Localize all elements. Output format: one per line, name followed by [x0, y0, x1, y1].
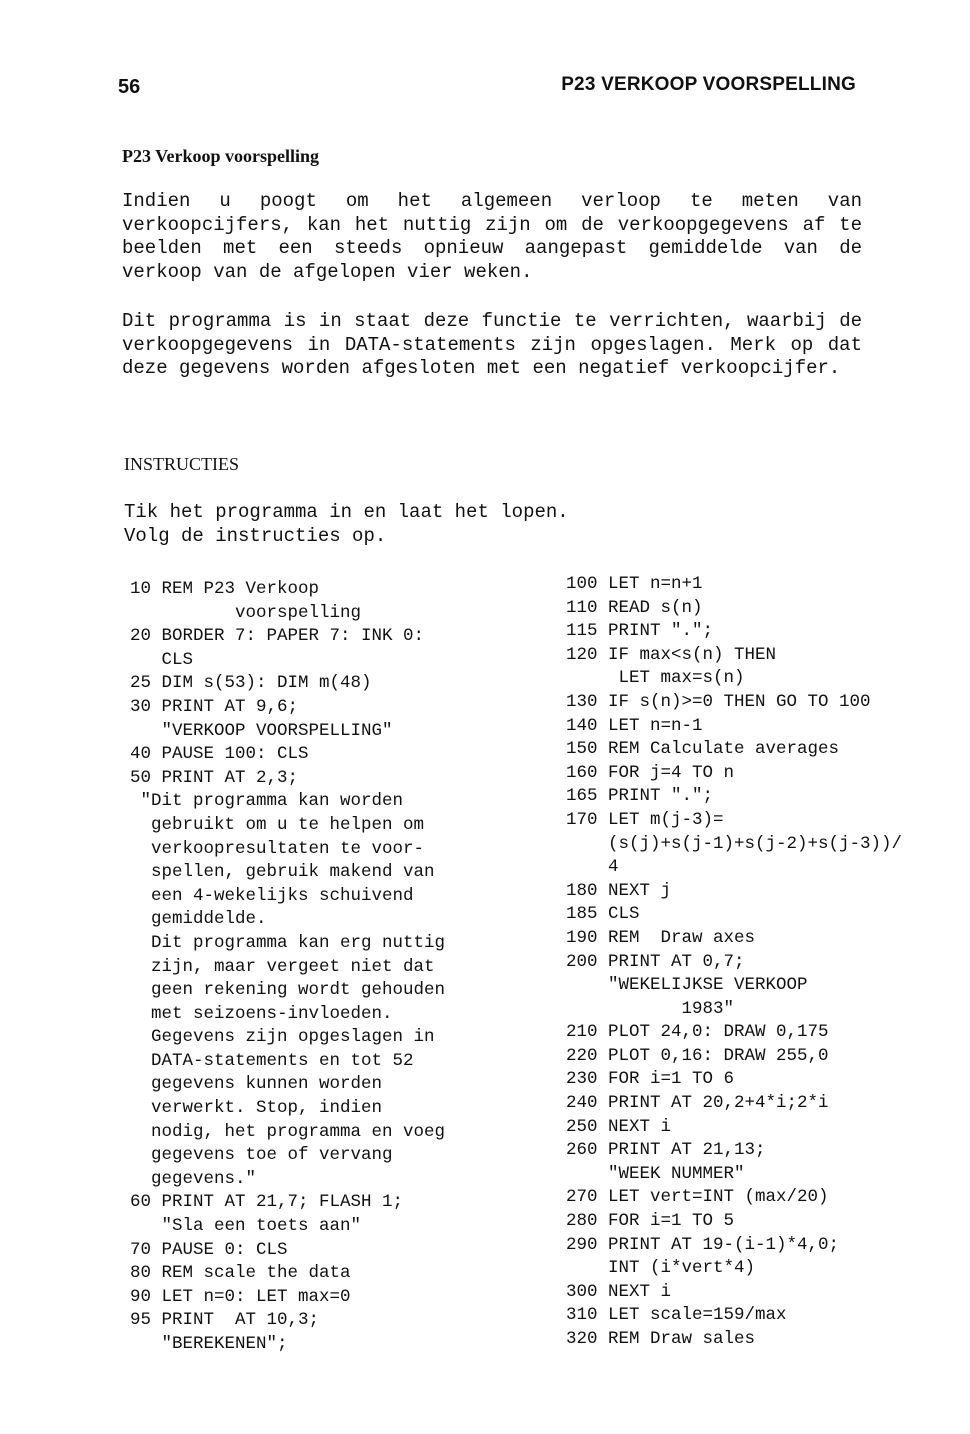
- code-line: "WEKELIJKSE VERKOOP: [566, 975, 808, 996]
- code-line: "BEREKENEN";: [130, 1334, 288, 1354]
- code-line: (s(j)+s(j-1)+s(j-2)+s(j-3))/: [566, 833, 903, 854]
- code-line: 310 LET scale=159/max: [566, 1305, 787, 1326]
- section-title: P23 Verkoop voorspelling: [122, 146, 320, 166]
- code-line: gegevens toe of vervang: [130, 1145, 393, 1166]
- code-line: 120 IF max<s(n) THEN: [566, 644, 777, 665]
- code-line: 130 IF s(n)>=0 THEN GO TO 100: [566, 691, 871, 712]
- code-line: INT (i*vert*4): [566, 1258, 756, 1279]
- code-line: 210 PLOT 24,0: DRAW 0,175: [566, 1022, 829, 1043]
- code-line: 150 REM Calculate averages: [566, 739, 840, 760]
- code-line: Dit programma kan erg nuttig: [130, 932, 446, 953]
- running-head: P23 VERKOOP VOORSPELLING: [561, 74, 856, 95]
- code-line: 60 PRINT AT 21,7; FLASH 1;: [130, 1192, 404, 1213]
- code-line: 40 PAUSE 100: CLS: [130, 744, 309, 765]
- code-line: verkoopresultaten te voor-: [130, 838, 425, 859]
- code-line: 10 REM P23 Verkoop: [130, 579, 320, 599]
- code-line: 230 FOR i=1 TO 6: [566, 1069, 735, 1090]
- code-line: 170 LET m(j-3)=: [566, 809, 724, 830]
- code-line: zijn, maar vergeet niet dat: [130, 956, 435, 977]
- instruction-line: Tik het programma in en laat het lopen.: [124, 501, 569, 523]
- code-line: 300 NEXT i: [566, 1281, 672, 1302]
- code-line: LET max=s(n): [566, 668, 745, 689]
- code-line: 290 PRINT AT 19-(i-1)*4,0;: [566, 1234, 840, 1255]
- code-line: 115 PRINT ".";: [566, 621, 714, 642]
- code-line: 140 LET n=n-1: [566, 715, 703, 736]
- code-line: 280 FOR i=1 TO 5: [566, 1211, 735, 1232]
- program-listing-left: [130, 578, 530, 1357]
- instructions-heading: INSTRUCTIES: [124, 454, 240, 474]
- code-line: "Dit programma kan worden: [130, 791, 404, 812]
- code-line: "Sla een toets aan": [130, 1216, 362, 1237]
- code-line: 30 PRINT AT 9,6;: [130, 696, 299, 717]
- code-line: nodig, het programma en voeg: [130, 1121, 446, 1142]
- instruction-line: Volg de instructies op.: [124, 525, 387, 547]
- code-line: 240 PRINT AT 20,2+4*i;2*i: [566, 1093, 829, 1114]
- page-number: 56: [118, 76, 141, 98]
- code-line: voorspelling: [130, 602, 362, 623]
- code-line: 320 REM Draw sales: [566, 1329, 756, 1349]
- code-line: gegevens kunnen worden: [130, 1074, 383, 1095]
- code-line: 1983": [566, 998, 735, 1019]
- code-line: 25 DIM s(53): DIM m(48): [130, 673, 372, 694]
- code-line: 110 READ s(n): [566, 597, 703, 618]
- code-line: Gegevens zijn opgeslagen in: [130, 1027, 435, 1048]
- code-line: 90 LET n=0: LET max=0: [130, 1286, 351, 1307]
- code-line: 185 CLS: [566, 904, 640, 925]
- code-line: 180 NEXT j: [566, 880, 672, 901]
- code-line: 190 REM Draw axes: [566, 927, 756, 948]
- code-line: 165 PRINT ".";: [566, 786, 714, 807]
- code-line: 4: [566, 857, 619, 878]
- code-line: met seizoens-invloeden.: [130, 1003, 393, 1024]
- code-line: verwerkt. Stop, indien: [130, 1098, 383, 1119]
- code-line: 95 PRINT AT 10,3;: [130, 1310, 320, 1331]
- description-paragraph: Dit programma is in staat deze functie te verrichten, waarbij de verkoopgegevens in DATA-statements zijn opgeslagen. Merk op dat deze gegevens worden afgesloten met een negatief verkoopcijfer.: [122, 310, 862, 379]
- code-line: een 4-wekelijks schuivend: [130, 885, 414, 906]
- code-line: DATA-statements en tot 52: [130, 1050, 414, 1071]
- code-line: 220 PLOT 0,16: DRAW 255,0: [566, 1045, 829, 1066]
- code-line: gebruikt om u te helpen om: [130, 814, 425, 835]
- code-line: gemiddelde.: [130, 909, 267, 930]
- program-listing-right: [566, 573, 946, 1352]
- code-line: 100 LET n=n+1: [566, 574, 703, 594]
- code-line: 160 FOR j=4 TO n: [566, 762, 735, 783]
- code-line: 250 NEXT i: [566, 1116, 672, 1137]
- code-line: 200 PRINT AT 0,7;: [566, 951, 745, 972]
- intro-paragraph: Indien u poogt om het algemeen verloop te meten van verkoopcijfers, kan het nuttig zijn om de verkoopgegevens af te beelden met een steeds opnieuw aangepast gemiddelde van de verkoop van de afgelopen vier weken.: [122, 190, 862, 283]
- code-line: 70 PAUSE 0: CLS: [130, 1239, 288, 1260]
- code-line: 270 LET vert=INT (max/20): [566, 1187, 829, 1208]
- code-line: gegevens.": [130, 1168, 257, 1189]
- code-line: "VERKOOP VOORSPELLING": [130, 720, 393, 741]
- code-line: "WEEK NUMMER": [566, 1163, 745, 1184]
- code-line: 50 PRINT AT 2,3;: [130, 767, 299, 788]
- instructions-list: [124, 500, 569, 548]
- code-line: 20 BORDER 7: PAPER 7: INK 0:: [130, 626, 425, 647]
- code-line: 80 REM scale the data: [130, 1263, 351, 1284]
- code-line: CLS: [130, 649, 194, 670]
- code-line: spellen, gebruik makend van: [130, 862, 435, 883]
- code-line: 260 PRINT AT 21,13;: [566, 1140, 766, 1161]
- code-line: geen rekening wordt gehouden: [130, 980, 446, 1001]
